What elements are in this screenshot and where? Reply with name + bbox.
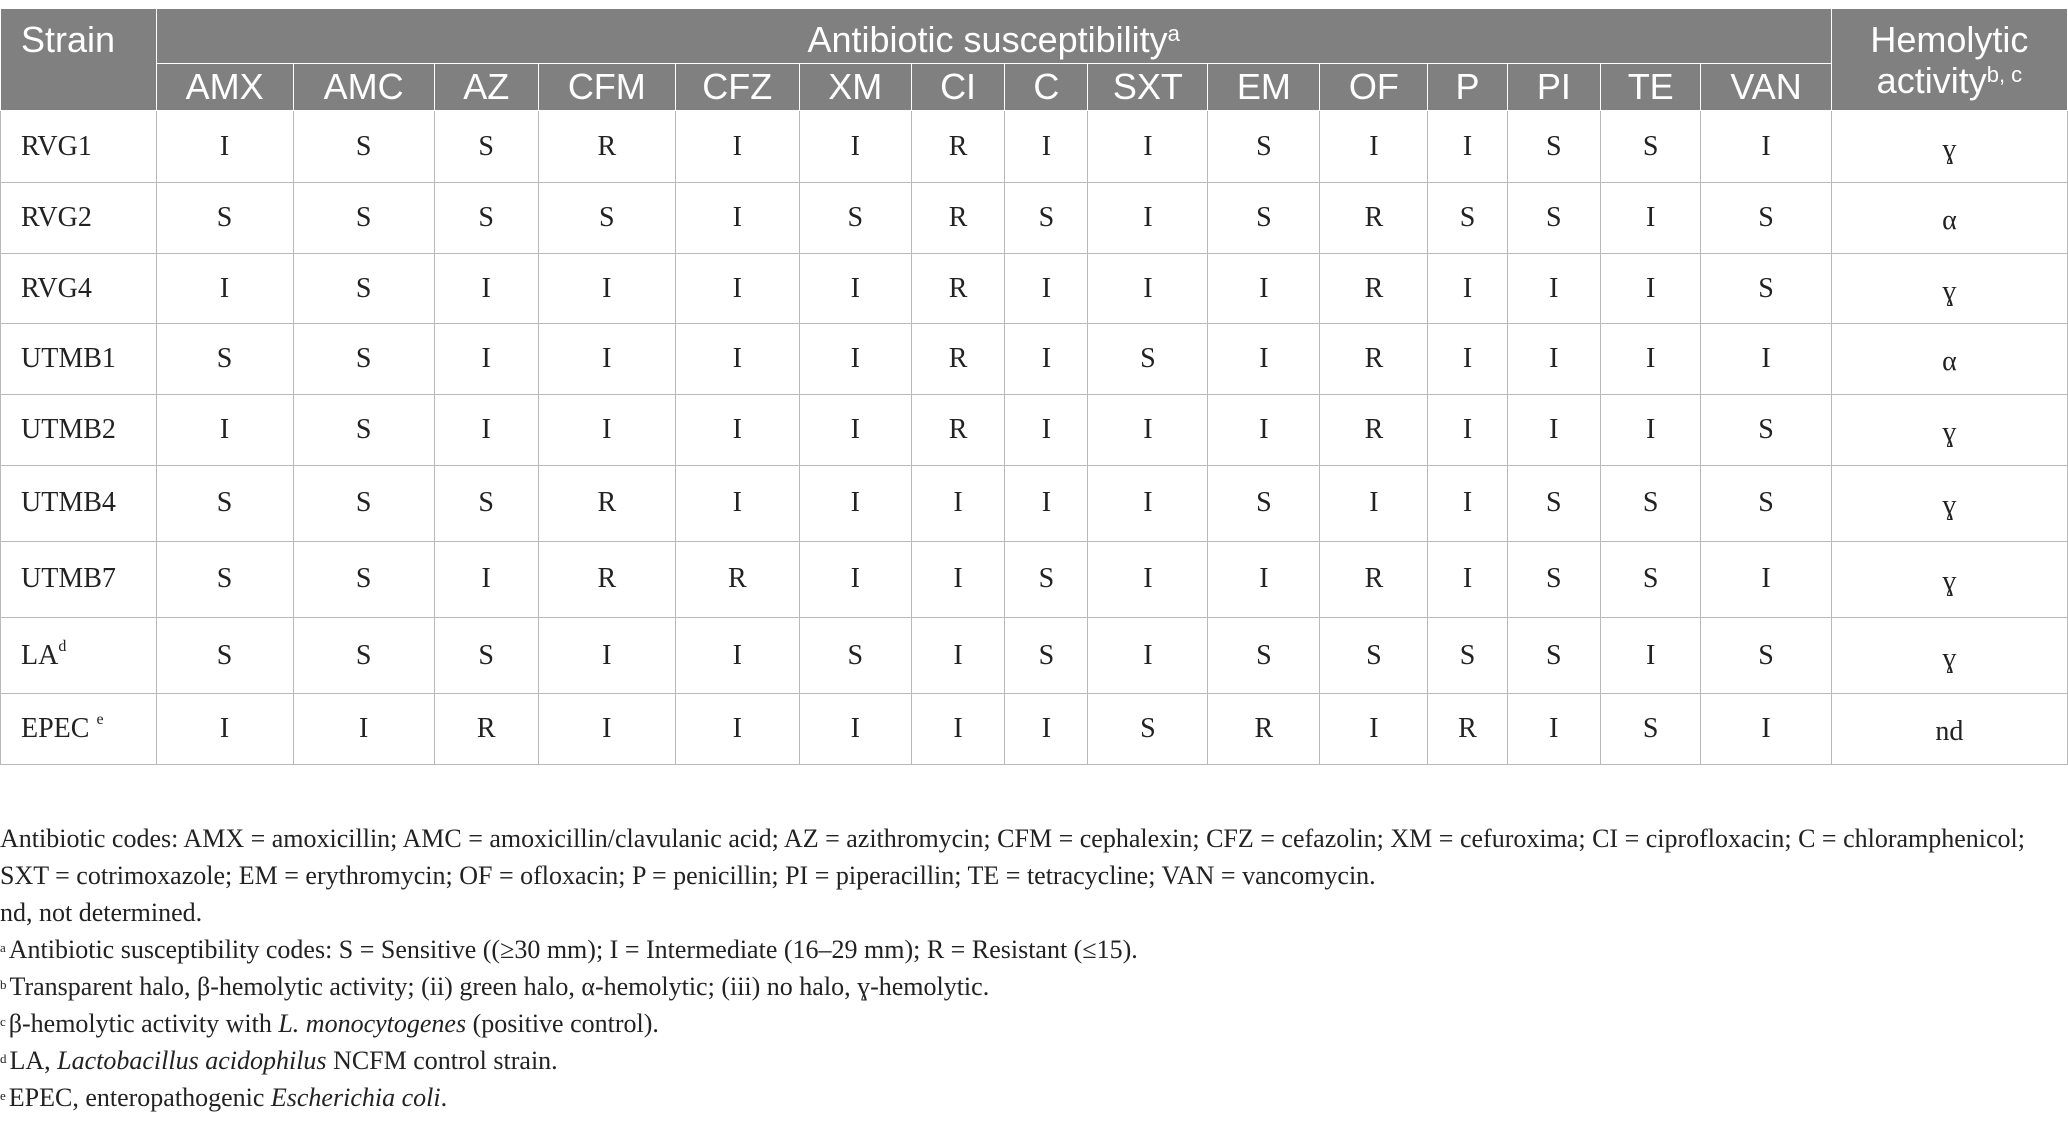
susceptibility-cell: I	[1088, 253, 1208, 324]
susceptibility-cell: S	[293, 618, 434, 694]
header-antibiotic-te: TE	[1601, 64, 1701, 111]
susceptibility-cell: I	[1428, 465, 1507, 541]
susceptibility-cell: S	[1507, 111, 1601, 183]
header-hemolytic-activity: Hemolytic activity$^{b, c}$	[1831, 9, 2067, 111]
susceptibility-cell: R	[1320, 183, 1428, 254]
strain-cell: RVG1	[1, 111, 157, 183]
susceptibility-cell: I	[675, 183, 799, 254]
strain-cell: RVG2	[1, 183, 157, 254]
susceptibility-cell: I	[911, 541, 1005, 617]
susceptibility-cell: S	[1208, 618, 1320, 694]
susceptibility-cell: S	[1601, 111, 1701, 183]
susceptibility-cell: S	[1208, 183, 1320, 254]
susceptibility-cell: S	[434, 465, 538, 541]
susceptibility-cell: I	[538, 618, 675, 694]
table-row	[1, 541, 2068, 617]
susceptibility-cell: I	[1701, 694, 1832, 765]
susceptibility-cell: I	[1428, 541, 1507, 617]
susceptibility-cell: S	[1088, 324, 1208, 395]
susceptibility-cell: I	[1005, 395, 1088, 466]
table-row	[1, 253, 2068, 324]
susceptibility-cell: S	[799, 618, 911, 694]
strain-cell: $LA^d$	[1, 618, 157, 694]
susceptibility-cell: S	[1507, 183, 1601, 254]
susceptibility-cell: I	[675, 465, 799, 541]
susceptibility-cell: I	[156, 111, 293, 183]
susceptibility-cell: R	[1320, 324, 1428, 395]
susceptibility-cell: I	[1208, 324, 1320, 395]
susceptibility-cell: I	[1208, 541, 1320, 617]
susceptibility-cell: I	[156, 694, 293, 765]
susceptibility-cell: I	[1088, 183, 1208, 254]
susceptibility-cell: S	[1601, 541, 1701, 617]
susceptibility-cell: S	[1601, 465, 1701, 541]
susceptibility-cell: I	[434, 324, 538, 395]
susceptibility-cell: I	[434, 541, 538, 617]
header-antibiotic-p: P	[1428, 64, 1507, 111]
susceptibility-cell: S	[1428, 183, 1507, 254]
susceptibility-cell: I	[434, 395, 538, 466]
susceptibility-cell: I	[799, 324, 911, 395]
susceptibility-cell: I	[799, 541, 911, 617]
susceptibility-cell: S	[434, 111, 538, 183]
susceptibility-cell: R	[675, 541, 799, 617]
susceptibility-cell: S	[1507, 465, 1601, 541]
header-antibiotic-em: EM	[1208, 64, 1320, 111]
susceptibility-cell: S	[156, 541, 293, 617]
susceptibility-cell: S	[1428, 618, 1507, 694]
susceptibility-cell: S	[1320, 618, 1428, 694]
header-strain: Strain	[1, 9, 157, 111]
note-antibiotic-codes: Antibiotic codes: AMX = amoxicillin; AMC = amoxicillin/clavulanic acid; AZ = azithromycin; CFM = cephalexin; CFZ = cefazolin; XM = cefuroxima; CI = ciprofloxacin; C = chloramphenicol; SXT = cotrimoxazole; EM = erythromycin; OF = ofloxacin; P = penicillin; PI = piperacillin; TE = tetracycline; VAN = vancomycin.	[0, 824, 2026, 890]
susceptibility-cell: I	[538, 324, 675, 395]
susceptibility-cell: I	[675, 324, 799, 395]
susceptibility-cell: I	[1005, 324, 1088, 395]
table-row	[1, 111, 2068, 183]
susceptibility-cell: I	[1320, 694, 1428, 765]
susceptibility-cell: S	[293, 111, 434, 183]
susceptibility-cell: R	[538, 541, 675, 617]
table-row	[1, 183, 2068, 254]
susceptibility-cell: R	[1320, 253, 1428, 324]
header-antibiotic-xm: XM	[799, 64, 911, 111]
susceptibility-cell: I	[1088, 618, 1208, 694]
susceptibility-cell: I	[799, 465, 911, 541]
susceptibility-cell: I	[156, 395, 293, 466]
susceptibility-cell: I	[1507, 324, 1601, 395]
susceptibility-cell: S	[293, 183, 434, 254]
susceptibility-cell: R	[911, 111, 1005, 183]
susceptibility-cell: I	[1601, 324, 1701, 395]
header-antibiotic-az: AZ	[434, 64, 538, 111]
susceptibility-cell: S	[1701, 253, 1832, 324]
hemolytic-cell: ɣ	[1831, 618, 2067, 694]
susceptibility-cell: I	[1507, 395, 1601, 466]
strain-cell: UTMB7	[1, 541, 157, 617]
susceptibility-cell: I	[1507, 694, 1601, 765]
susceptibility-cell: S	[293, 465, 434, 541]
table-row	[1, 395, 2068, 466]
susceptibility-cell: S	[156, 183, 293, 254]
susceptibility-cell: I	[1088, 465, 1208, 541]
header-antibiotic-van: VAN	[1701, 64, 1832, 111]
susceptibility-cell: R	[911, 324, 1005, 395]
susceptibility-cell: S	[1507, 618, 1601, 694]
susceptibility-cell: I	[1320, 111, 1428, 183]
susceptibility-cell: I	[1005, 111, 1088, 183]
susceptibility-cell: S	[1507, 541, 1601, 617]
susceptibility-cell: S	[293, 253, 434, 324]
header-antibiotic-of: OF	[1320, 64, 1428, 111]
footnote-c: $^c$ β-hemolytic activity with L. monocytogenes (positive control).	[0, 1009, 659, 1038]
susceptibility-cell: S	[156, 465, 293, 541]
header-antibiotic-cfz: CFZ	[675, 64, 799, 111]
susceptibility-cell: I	[1208, 395, 1320, 466]
susceptibility-cell: I	[1701, 324, 1832, 395]
susceptibility-cell: I	[1428, 324, 1507, 395]
susceptibility-cell: I	[1088, 541, 1208, 617]
susceptibility-cell: I	[1088, 395, 1208, 466]
susceptibility-cell: S	[1601, 694, 1701, 765]
susceptibility-cell: S	[1701, 618, 1832, 694]
susceptibility-cell: I	[538, 694, 675, 765]
susceptibility-cell: I	[911, 465, 1005, 541]
susceptibility-cell: I	[799, 253, 911, 324]
header-antibiotic-ci: CI	[911, 64, 1005, 111]
susceptibility-cell: I	[675, 253, 799, 324]
susceptibility-cell: I	[675, 395, 799, 466]
hemolytic-cell: ɣ	[1831, 111, 2067, 183]
susceptibility-cell: S	[434, 183, 538, 254]
table-row	[1, 324, 2068, 395]
susceptibility-cell: S	[1208, 465, 1320, 541]
susceptibility-cell: I	[156, 253, 293, 324]
susceptibility-table	[0, 8, 2068, 765]
susceptibility-cell: I	[293, 694, 434, 765]
susceptibility-cell: R	[434, 694, 538, 765]
susceptibility-cell: S	[293, 324, 434, 395]
susceptibility-cell: S	[293, 541, 434, 617]
susceptibility-cell: I	[1320, 465, 1428, 541]
header-antibiotic-pi: PI	[1507, 64, 1601, 111]
susceptibility-cell: R	[538, 111, 675, 183]
hemolytic-cell: ɣ	[1831, 253, 2067, 324]
susceptibility-cell: R	[1320, 541, 1428, 617]
susceptibility-cell: I	[1428, 395, 1507, 466]
table-row	[1, 465, 2068, 541]
susceptibility-cell: I	[538, 253, 675, 324]
susceptibility-cell: I	[1701, 111, 1832, 183]
susceptibility-cell: S	[1005, 541, 1088, 617]
hemolytic-cell: ɣ	[1831, 541, 2067, 617]
strain-cell: UTMB4	[1, 465, 157, 541]
table-row	[1, 618, 2068, 694]
susceptibility-cell: I	[799, 111, 911, 183]
hemolytic-cell: ɣ	[1831, 465, 2067, 541]
susceptibility-cell: R	[538, 465, 675, 541]
susceptibility-cell: I	[434, 253, 538, 324]
susceptibility-cell: I	[675, 111, 799, 183]
susceptibility-cell: I	[1601, 618, 1701, 694]
strain-cell: EPEC $^e$	[1, 694, 157, 765]
strain-cell: RVG4	[1, 253, 157, 324]
susceptibility-cell: I	[799, 694, 911, 765]
header-antibiotic-amx: AMX	[156, 64, 293, 111]
susceptibility-cell: I	[1005, 253, 1088, 324]
susceptibility-cell: I	[911, 618, 1005, 694]
susceptibility-cell: S	[434, 618, 538, 694]
note-nd: nd, not determined.	[0, 898, 203, 927]
header-antibiotic-sxt: SXT	[1088, 64, 1208, 111]
susceptibility-cell: I	[1005, 694, 1088, 765]
susceptibility-cell: I	[1005, 465, 1088, 541]
susceptibility-cell: I	[1088, 111, 1208, 183]
susceptibility-cell: S	[293, 395, 434, 466]
susceptibility-cell: I	[1428, 111, 1507, 183]
susceptibility-cell: S	[538, 183, 675, 254]
susceptibility-cell: I	[1701, 541, 1832, 617]
susceptibility-cell: R	[1428, 694, 1507, 765]
susceptibility-cell: I	[799, 395, 911, 466]
susceptibility-cell: S	[1005, 618, 1088, 694]
susceptibility-cell: R	[911, 253, 1005, 324]
strain-cell: UTMB2	[1, 395, 157, 466]
susceptibility-cell: I	[1208, 253, 1320, 324]
susceptibility-cell: S	[1208, 111, 1320, 183]
susceptibility-cell: R	[1208, 694, 1320, 765]
susceptibility-cell: S	[799, 183, 911, 254]
header-antibiotic-amc: AMC	[293, 64, 434, 111]
susceptibility-cell: I	[1428, 253, 1507, 324]
susceptibility-cell: S	[1701, 395, 1832, 466]
susceptibility-cell: R	[911, 183, 1005, 254]
hemolytic-cell: α	[1831, 183, 2067, 254]
footnote-b: $^b$ Transparent halo, β-hemolytic activity; (ii) green halo, α-hemolytic; (iii) no halo, ɣ-hemolytic.	[0, 972, 990, 1001]
hemolytic-cell: nd	[1831, 694, 2067, 765]
footnote-a: $^a$ Antibiotic susceptibility codes: S = Sensitive ((≥30 mm); I = Intermediate (16–29 mm); R = Resistant (≤15).	[0, 935, 1138, 964]
susceptibility-cell: I	[538, 395, 675, 466]
strain-cell: UTMB1	[1, 324, 157, 395]
hemolytic-cell: α	[1831, 324, 2067, 395]
susceptibility-cell: I	[675, 618, 799, 694]
susceptibility-cell: S	[1005, 183, 1088, 254]
susceptibility-cell: S	[1088, 694, 1208, 765]
susceptibility-cell: I	[1601, 395, 1701, 466]
header-antibiotic-c: C	[1005, 64, 1088, 111]
footnote-d: $^d$ LA, Lactobacillus acidophilus NCFM control strain.	[0, 1046, 558, 1075]
susceptibility-cell: I	[911, 694, 1005, 765]
header-antibiotic-susceptibility: Antibiotic susceptibility$^a$	[156, 9, 1831, 64]
susceptibility-cell: S	[156, 618, 293, 694]
header-antibiotic-cfm: CFM	[538, 64, 675, 111]
susceptibility-cell: S	[156, 324, 293, 395]
susceptibility-cell: R	[1320, 395, 1428, 466]
table-footnotes	[0, 820, 2068, 1116]
susceptibility-cell: I	[675, 694, 799, 765]
susceptibility-cell: I	[1601, 183, 1701, 254]
susceptibility-cell: I	[1507, 253, 1601, 324]
susceptibility-cell: S	[1701, 465, 1832, 541]
hemolytic-cell: ɣ	[1831, 395, 2067, 466]
susceptibility-cell: R	[911, 395, 1005, 466]
susceptibility-cell: S	[1701, 183, 1832, 254]
footnote-e: $^e$ EPEC, enteropathogenic Escherichia coli.	[0, 1083, 448, 1112]
susceptibility-cell: I	[1601, 253, 1701, 324]
table-row	[1, 694, 2068, 765]
